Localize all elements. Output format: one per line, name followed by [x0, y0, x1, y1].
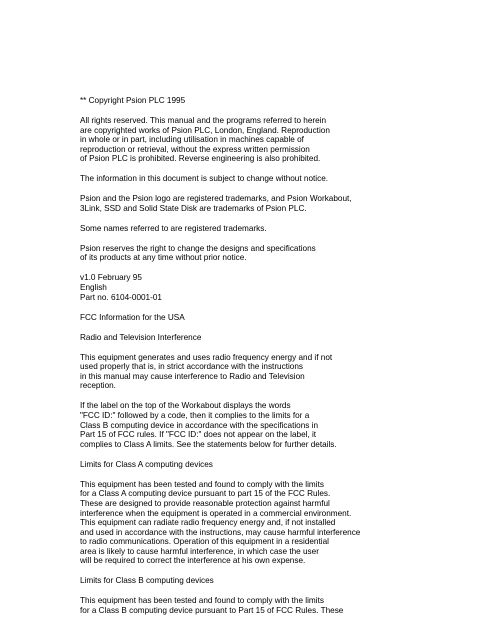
text-line: These are designed to provide reasonable protection against harmful [80, 498, 330, 508]
text-line: v1.0 February 95 [80, 273, 142, 283]
paragraph-trademarks [80, 194, 485, 213]
text-line: of Psion PLC is prohibited. Reverse engineering is also prohibited. [80, 154, 321, 164]
text-line: FCC Information for the USA [80, 312, 185, 322]
text-line: This equipment can radiate radio frequency energy and, if not installed [80, 518, 336, 528]
text-line: Psion and the Psion logo are registered trademarks, and Psion Workabout, [80, 194, 352, 204]
text-line: This equipment has been tested and found to comply with the limits [80, 479, 324, 489]
text-line: will be required to correct the interference at his own expense. [80, 556, 306, 566]
text-line: Limits for Class A computing devices [80, 459, 213, 469]
text-line: reproduction or retrieval, without the express written permission [80, 144, 310, 154]
text-line: used properly that is, in strict accordance with the instructions [80, 362, 303, 372]
text-line: This equipment has been tested and found to comply with the limits [80, 596, 324, 606]
paragraph-rights-reserved [80, 116, 485, 164]
paragraph-fcc-label [80, 401, 485, 449]
text-line: "FCC ID:" followed by a code, then it complies to the limits for a [80, 410, 310, 420]
text-line: reception. [80, 381, 116, 391]
text-line: of its products at any time without prior notice. [80, 253, 247, 263]
text-line: Part no. 6104-0001-01 [80, 292, 162, 302]
text-line: The information in this document is subject to change without notice. [80, 174, 329, 184]
text-line: Limits for Class B computing devices [80, 576, 214, 586]
text-line: This equipment generates and uses radio frequency energy and if not [80, 352, 333, 362]
text-line: area is likely to cause harmful interference, in which case the user [80, 546, 319, 556]
text-line: ** Copyright Psion PLC 1995 [80, 96, 186, 105]
text-line: If the label on the top of the Workabout displays the words [80, 401, 291, 411]
text-line: in whole or in part, including utilisation in machines capable of [80, 135, 304, 145]
heading-radio-tv-interference [80, 333, 485, 343]
heading-fcc-information [80, 313, 485, 323]
text-line: All rights reserved. This manual and the programs referred to herein [80, 115, 327, 125]
text-line: Psion reserves the right to change the designs and specifications [80, 243, 316, 253]
paragraph-notice [80, 174, 485, 184]
paragraph-design-changes [80, 244, 485, 263]
text-line: Part 15 of FCC rules. If "FCC ID:" does not appear on the label, it [80, 430, 317, 440]
text-line: in this manual may cause interference to Radio and Television [80, 371, 305, 381]
text-line: interference when the equipment is operated in a commercial environment. [80, 508, 352, 518]
heading-class-a-limits [80, 460, 485, 470]
paragraph-version-info [80, 273, 485, 302]
heading-class-b-limits [80, 576, 485, 586]
paragraph-registered-names [80, 224, 485, 234]
text-line: Class B computing device in accordance with the specifications in [80, 420, 319, 430]
text-line: to radio communications. Operation of this equipment in a residential [80, 537, 329, 547]
paragraph-class-a-details [80, 480, 485, 566]
text-line: for a Class B computing device pursuant to Part 15 of FCC Rules. These [80, 606, 344, 616]
text-line: complies to Class A limits. See the statements below for further details. [80, 439, 337, 449]
text-line: English [80, 283, 107, 293]
text-line: 3Link, SSD and Solid State Disk are trademarks of Psion PLC. [80, 203, 307, 213]
text-line: Some names referred to are registered trademarks. [80, 223, 267, 233]
text-line: and used in accordance with the instructions, may cause harmful interference [80, 527, 361, 537]
paragraph-rf-energy [80, 353, 485, 391]
text-line: are copyrighted works of Psion PLC, London, England. Reproduction [80, 125, 330, 135]
paragraph-copyright [80, 96, 485, 106]
text-line: for a Class A computing device pursuant to part 15 of the FCC Rules. [80, 489, 331, 499]
text-line: Radio and Television Interference [80, 332, 202, 342]
paragraph-class-b-details [80, 596, 485, 615]
document-page [80, 96, 485, 626]
